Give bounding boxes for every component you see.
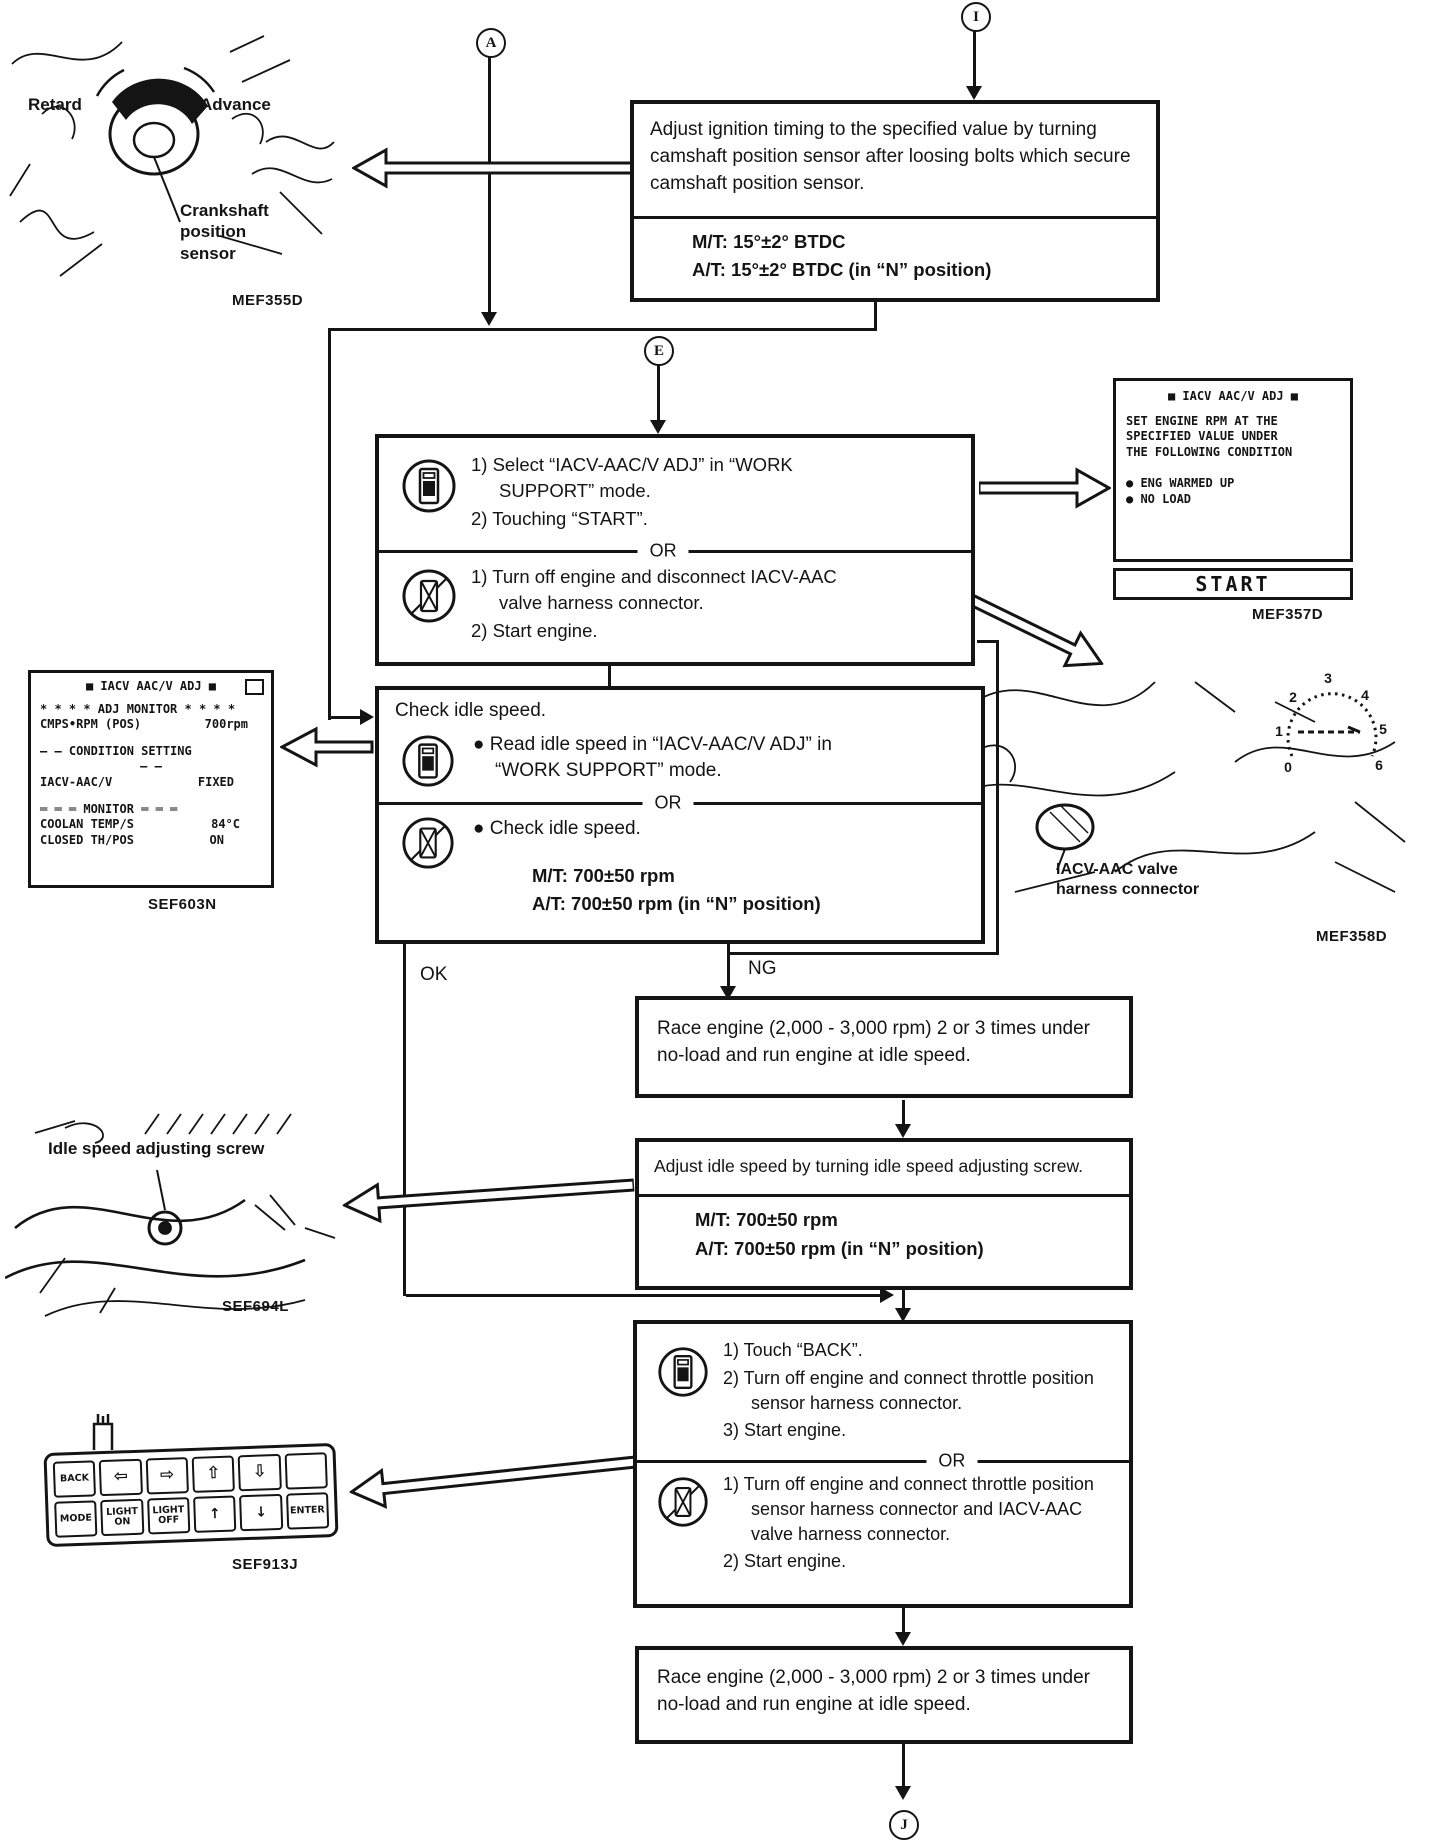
flow-line — [406, 1294, 884, 1297]
closed-th-label: CLOSED TH/POS — [40, 832, 134, 847]
monitor-row — [40, 717, 262, 733]
box-divider — [637, 1460, 1129, 1463]
condition-setting-line: — — CONDITION SETTING — [40, 743, 192, 758]
coolant-label: COOLAN TEMP/S — [40, 817, 134, 832]
flow-line — [330, 328, 877, 331]
arrowhead-down — [966, 86, 982, 100]
consult-tool-icon — [657, 1346, 709, 1398]
connector-node-a — [476, 28, 506, 58]
arrowhead-right — [360, 709, 374, 725]
consult-screen-mef357d — [1113, 378, 1353, 562]
screen-body-line: SPECIFIED VALUE UNDER — [1126, 429, 1278, 444]
screen-body-line: SET ENGINE RPM AT THE — [1126, 413, 1278, 428]
key-down-thin-arrow-icon: ↓ — [239, 1494, 283, 1531]
work-support-tool-steps — [471, 452, 843, 535]
box-check-idle-speed — [375, 686, 985, 944]
idle-spec-mt: M/T: 700±50 rpm — [532, 865, 675, 886]
screen-header: ■ IACV AAC/V ADJ ■ — [85, 679, 217, 693]
tachometer-gauge-icon — [1272, 668, 1392, 780]
step: 2) Start engine. — [723, 1551, 847, 1572]
plug-icon — [88, 1412, 118, 1452]
label-crankshaft-sensor — [180, 200, 269, 264]
check-idle-manual-bullet: ● Check idle speed. — [473, 818, 641, 839]
box-work-support — [375, 434, 975, 666]
flow-line — [608, 664, 611, 688]
monitor-row — [40, 775, 262, 791]
hollow-arrow-to-sef603n — [280, 724, 374, 770]
consult-screen-sef603n — [28, 670, 274, 888]
check-idle-title: Check idle speed. — [395, 700, 547, 721]
engine-illustration-mef355d — [2, 24, 336, 290]
idle-spec-at: A/T: 700±50 rpm (in “N” position) — [532, 893, 821, 914]
key-blank — [284, 1452, 328, 1489]
arrowhead-down — [895, 1632, 911, 1646]
no-consult-tool-icon — [401, 816, 455, 870]
arrowhead-down — [895, 1786, 911, 1800]
key-left-arrow-icon: ⇦ — [99, 1459, 143, 1496]
gauge-number: 2 — [1289, 689, 1297, 705]
consult-tool-icon — [401, 458, 457, 514]
gauge-number: 0 — [1284, 759, 1292, 775]
timing-spec-at: A/T: 15°±2° BTDC (in “N” position) — [692, 259, 992, 280]
adj-monitor-line: * * * * ADJ MONITOR * * * * — [40, 701, 236, 716]
label-iacv-aac-valve — [1056, 860, 1199, 900]
hollow-arrow-to-sef694l — [341, 1162, 635, 1228]
screen-bullet: ● NO LOAD — [1126, 491, 1192, 506]
label-retard: Retard — [28, 95, 82, 114]
label-line: sensor — [180, 243, 236, 263]
flow-line — [403, 944, 406, 1296]
coolant-value: 84°C — [211, 817, 240, 832]
key-right-arrow-icon: ⇨ — [145, 1457, 189, 1494]
adjust-idle-spec-mt: M/T: 700±50 rpm — [695, 1209, 838, 1230]
step: 1) Select “IACV-AAC/V ADJ” in “WORK SUPPORT” mode. — [471, 454, 793, 501]
label-line: IACV-AAC valve — [1056, 861, 1178, 878]
no-consult-tool-icon — [401, 568, 457, 624]
label-line: position — [180, 222, 247, 242]
race-engine-text: Race engine (2,000 - 3,000 rpm) 2 or 3 times under no-load and run engine at idle speed. — [657, 1018, 1091, 1066]
flow-line — [874, 300, 877, 331]
box-race-engine-1 — [635, 996, 1133, 1098]
arrowhead-down — [895, 1124, 911, 1138]
arrowhead-down — [650, 420, 666, 434]
flow-line — [973, 28, 976, 90]
label-advance: Advance — [200, 95, 271, 114]
consult-keypad — [43, 1443, 338, 1547]
screen-bullet: ● ENG WARMED UP — [1126, 476, 1235, 491]
ok-label: OK — [420, 964, 448, 985]
flow-line — [902, 1744, 905, 1792]
step: 1) Turn off engine and disconnect IACV-AAC valve harness connector. — [471, 566, 837, 613]
gauge-number: 1 — [1275, 723, 1283, 739]
iacv-value: FIXED — [197, 774, 234, 789]
key-down-arrow-icon: ⇩ — [238, 1454, 282, 1491]
consult-tool-icon — [401, 734, 455, 788]
step: 2) Turn off engine and connect throttle position sensor harness connector. — [723, 1367, 1094, 1413]
connector-node-i-label: I — [973, 8, 979, 25]
label-line: harness connector — [1056, 881, 1200, 898]
or-label: OR — [642, 792, 693, 813]
start-button: START — [1113, 568, 1353, 600]
gauge-number: 5 — [1379, 721, 1387, 737]
no-consult-tool-icon — [657, 1476, 709, 1528]
key-light-on: LIGHT ON — [100, 1499, 144, 1536]
flow-line — [657, 362, 660, 424]
key-enter: ENTER — [286, 1492, 330, 1529]
step: 2) Start engine. — [471, 620, 598, 642]
monitor-row — [40, 833, 262, 849]
figure-caption: SEF913J — [232, 1556, 299, 1573]
iacv-label: IACV-AAC/V — [40, 774, 113, 789]
box-divider — [639, 1194, 1129, 1197]
key-light-off: LIGHT OFF — [147, 1497, 191, 1534]
key-back: BACK — [53, 1460, 97, 1497]
condition-dashes: — — — [140, 759, 162, 774]
screen-body-line: THE FOLLOWING CONDITION — [1126, 444, 1293, 459]
hollow-arrow-to-mef357d — [979, 466, 1111, 510]
figure-caption: MEF358D — [1316, 928, 1388, 945]
flow-line — [331, 716, 363, 719]
connector-node-j-label: J — [900, 1816, 908, 1833]
step: 2) Touching “START”. — [471, 508, 648, 530]
box-reconnect — [633, 1320, 1133, 1608]
flow-line — [328, 328, 331, 720]
box-adjust-ignition-timing — [630, 100, 1160, 302]
ng-label: NG — [748, 958, 777, 979]
connector-node-a-label: A — [485, 34, 497, 51]
reconnect-manual-steps — [723, 1472, 1125, 1577]
box-divider — [634, 216, 1156, 219]
flow-line — [730, 952, 999, 955]
timing-spec-mt: M/T: 15°±2° BTDC — [692, 231, 846, 252]
adjust-idle-spec-at: A/T: 700±50 rpm (in “N” position) — [695, 1238, 984, 1259]
connector-node-e — [644, 336, 674, 366]
box-race-engine-2 — [635, 1646, 1133, 1744]
step: 3) Start engine. — [723, 1420, 847, 1441]
figure-caption: SEF603N — [148, 896, 217, 913]
label-line: Crankshaft — [180, 201, 269, 220]
connector-node-e-label: E — [653, 342, 664, 359]
race-engine-text: Race engine (2,000 - 3,000 rpm) 2 or 3 times under no-load and run engine at idle speed. — [657, 1667, 1091, 1715]
keypad-row — [52, 1490, 331, 1540]
key-up-arrow-icon: ⇧ — [192, 1455, 236, 1492]
key-mode: MODE — [54, 1500, 98, 1537]
gauge-number: 3 — [1324, 670, 1332, 686]
hollow-arrow-to-sef913j — [347, 1440, 638, 1514]
figure-caption: MEF357D — [1252, 606, 1324, 623]
box-adjust-ignition-timing-text: Adjust ignition timing to the specified value by turning camshaft position sensor after loosing bolts which secure camshaft position sensor. — [650, 119, 1131, 194]
screen-header: ■ IACV AAC/V ADJ ■ — [1167, 389, 1299, 403]
work-support-manual-steps — [471, 564, 863, 647]
hollow-arrow-to-mef355d — [352, 146, 632, 190]
step: 1) Turn off engine and connect throttle position sensor harness connector and IACV-AAC valve harness connector. — [723, 1474, 1094, 1544]
closed-th-value: ON — [209, 832, 224, 847]
check-idle-tool-bullet: ● Read idle speed in “IACV-AAC/V ADJ” in “WORK SUPPORT” mode. — [473, 734, 832, 782]
gauge-number: 4 — [1361, 687, 1369, 703]
step: 1) Touch “BACK”. — [723, 1340, 863, 1360]
or-label: OR — [926, 1450, 977, 1471]
reconnect-tool-steps — [723, 1338, 1125, 1446]
figure-caption: SEF694L — [222, 1298, 289, 1315]
gauge-number: 6 — [1375, 757, 1383, 773]
or-label: OR — [638, 540, 689, 561]
key-up-thin-arrow-icon: ↑ — [193, 1495, 237, 1532]
screen-corner-box-icon — [245, 679, 264, 695]
connector-node-j — [889, 1810, 919, 1840]
label-idle-speed-screw: Idle speed adjusting screw — [48, 1139, 265, 1158]
connector-node-i — [961, 2, 991, 32]
cmps-value: 700rpm — [204, 717, 248, 732]
adjust-idle-title: Adjust idle speed by turning idle speed adjusting screw. — [654, 1156, 1084, 1176]
arrowhead-down — [481, 312, 497, 326]
monitor-row — [40, 817, 262, 833]
monitor-header-line: ═ ═ ═ MONITOR ═ ═ ═ — [40, 801, 178, 816]
figure-caption: MEF355D — [232, 292, 304, 309]
box-adjust-idle-speed — [635, 1138, 1133, 1290]
cmps-label: CMPS•RPM (POS) — [40, 717, 142, 732]
